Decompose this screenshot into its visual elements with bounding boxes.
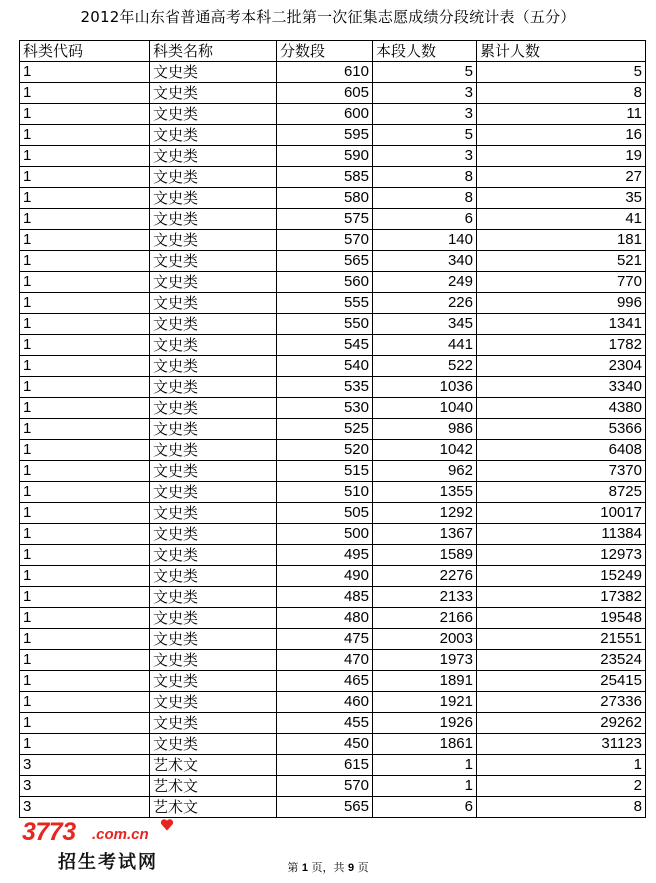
heart-icon [160,818,174,832]
cell-subject-name: 文史类 [150,566,277,587]
cell-score-band: 460 [277,692,373,713]
cell-cumulative-count: 25415 [477,671,646,692]
table-row [20,713,646,734]
cell-cumulative-count: 8 [477,83,646,104]
table-row [20,461,646,482]
table-row [20,440,646,461]
cell-score-band: 500 [277,524,373,545]
cell-subject-name: 艺术文 [150,776,277,797]
cell-score-band: 600 [277,104,373,125]
cell-cumulative-count: 5366 [477,419,646,440]
table-row [20,83,646,104]
cell-score-band: 590 [277,146,373,167]
cell-subject-name: 文史类 [150,503,277,524]
table-row [20,314,646,335]
cell-subject-name: 文史类 [150,314,277,335]
cell-cumulative-count: 17382 [477,587,646,608]
cell-subject-name: 文史类 [150,188,277,209]
table-row [20,503,646,524]
cell-cumulative-count: 2 [477,776,646,797]
cell-subject-code: 1 [20,83,150,104]
document-title: 2012年山东省普通高考本科二批第一次征集志愿成绩分段统计表（五分） [80,8,576,26]
cell-band-count: 8 [373,167,477,188]
cell-cumulative-count: 35 [477,188,646,209]
cell-subject-code: 1 [20,650,150,671]
table-row [20,692,646,713]
cell-subject-code: 1 [20,566,150,587]
table-row [20,125,646,146]
cell-band-count: 3 [373,83,477,104]
cell-band-count: 6 [373,209,477,230]
table-row [20,272,646,293]
cell-subject-code: 1 [20,293,150,314]
cell-band-count: 8 [373,188,477,209]
cell-band-count: 5 [373,125,477,146]
cell-subject-name: 文史类 [150,692,277,713]
cell-band-count: 1 [373,776,477,797]
cell-subject-name: 艺术文 [150,755,277,776]
header-subject-name: 科类名称 [150,41,277,62]
table-row [20,356,646,377]
cell-score-band: 540 [277,356,373,377]
cell-band-count: 340 [373,251,477,272]
page-footer [0,859,656,875]
cell-band-count: 522 [373,356,477,377]
cell-cumulative-count: 41 [477,209,646,230]
cell-band-count: 2166 [373,608,477,629]
cell-cumulative-count: 11384 [477,524,646,545]
footer-middle: 页，共 [308,861,348,874]
cell-cumulative-count: 29262 [477,713,646,734]
cell-cumulative-count: 27336 [477,692,646,713]
cell-cumulative-count: 6408 [477,440,646,461]
table-row [20,524,646,545]
cell-score-band: 475 [277,629,373,650]
table-row [20,671,646,692]
cell-subject-name: 文史类 [150,587,277,608]
cell-score-band: 605 [277,83,373,104]
cell-band-count: 140 [373,230,477,251]
header-subject-code: 科类代码 [20,41,150,62]
cell-subject-code: 1 [20,461,150,482]
cell-subject-code: 1 [20,230,150,251]
cell-cumulative-count: 1341 [477,314,646,335]
cell-score-band: 520 [277,440,373,461]
cell-score-band: 505 [277,503,373,524]
table-row [20,251,646,272]
cell-subject-name: 文史类 [150,83,277,104]
cell-score-band: 495 [277,545,373,566]
cell-score-band: 545 [277,335,373,356]
cell-subject-code: 1 [20,713,150,734]
table-row [20,587,646,608]
cell-band-count: 1292 [373,503,477,524]
cell-cumulative-count: 181 [477,230,646,251]
cell-cumulative-count: 3340 [477,377,646,398]
cell-score-band: 480 [277,608,373,629]
cell-score-band: 580 [277,188,373,209]
cell-score-band: 615 [277,755,373,776]
cell-subject-name: 文史类 [150,524,277,545]
logo-domain: .com.cn [92,826,149,843]
cell-cumulative-count: 770 [477,272,646,293]
cell-subject-code: 1 [20,188,150,209]
table-row [20,734,646,755]
cell-subject-code: 1 [20,440,150,461]
cell-subject-code: 1 [20,314,150,335]
cell-score-band: 535 [277,377,373,398]
table-row [20,209,646,230]
logo-tagline: 招生考试网 [58,852,158,873]
cell-score-band: 575 [277,209,373,230]
cell-cumulative-count: 1 [477,755,646,776]
table-row [20,629,646,650]
cell-score-band: 570 [277,230,373,251]
cell-cumulative-count: 23524 [477,650,646,671]
cell-band-count: 1042 [373,440,477,461]
cell-subject-name: 文史类 [150,167,277,188]
cell-band-count: 1367 [373,524,477,545]
cell-subject-code: 1 [20,524,150,545]
table-body [20,62,646,818]
cell-score-band: 530 [277,398,373,419]
cell-subject-code: 1 [20,62,150,83]
cell-score-band: 595 [277,125,373,146]
table-row [20,608,646,629]
table-header-row [20,41,646,62]
cell-cumulative-count: 16 [477,125,646,146]
cell-cumulative-count: 4380 [477,398,646,419]
cell-subject-code: 1 [20,398,150,419]
cell-band-count: 962 [373,461,477,482]
cell-subject-name: 文史类 [150,713,277,734]
cell-subject-code: 1 [20,104,150,125]
cell-score-band: 565 [277,251,373,272]
cell-subject-code: 1 [20,146,150,167]
cell-subject-code: 1 [20,272,150,293]
cell-subject-name: 文史类 [150,272,277,293]
cell-subject-code: 1 [20,125,150,146]
cell-subject-code: 1 [20,377,150,398]
cell-band-count: 5 [373,62,477,83]
cell-band-count: 249 [373,272,477,293]
cell-subject-code: 3 [20,755,150,776]
cell-subject-code: 1 [20,356,150,377]
cell-cumulative-count: 8 [477,797,646,818]
cell-cumulative-count: 15249 [477,566,646,587]
cell-subject-name: 文史类 [150,482,277,503]
cell-score-band: 550 [277,314,373,335]
table-row [20,146,646,167]
logo-number: 3773 [22,818,76,846]
table-row [20,230,646,251]
cell-subject-name: 文史类 [150,104,277,125]
footer-total-pages: 9 [348,862,355,874]
score-distribution-table [19,40,646,818]
cell-subject-name: 艺术文 [150,797,277,818]
cell-band-count: 1973 [373,650,477,671]
cell-band-count: 3 [373,104,477,125]
cell-band-count: 986 [373,419,477,440]
table-row [20,398,646,419]
table-row [20,377,646,398]
cell-subject-name: 文史类 [150,461,277,482]
cell-score-band: 470 [277,650,373,671]
cell-band-count: 1921 [373,692,477,713]
cell-cumulative-count: 11 [477,104,646,125]
table-row [20,335,646,356]
cell-subject-code: 1 [20,503,150,524]
table-row [20,482,646,503]
cell-subject-code: 1 [20,629,150,650]
cell-subject-name: 文史类 [150,650,277,671]
table-row [20,566,646,587]
cell-band-count: 441 [373,335,477,356]
cell-subject-code: 1 [20,335,150,356]
cell-subject-name: 文史类 [150,209,277,230]
cell-subject-code: 1 [20,608,150,629]
cell-subject-name: 文史类 [150,629,277,650]
cell-score-band: 490 [277,566,373,587]
cell-subject-name: 文史类 [150,398,277,419]
cell-cumulative-count: 27 [477,167,646,188]
cell-score-band: 570 [277,776,373,797]
cell-subject-name: 文史类 [150,335,277,356]
cell-band-count: 1861 [373,734,477,755]
cell-band-count: 1926 [373,713,477,734]
table-row [20,650,646,671]
cell-cumulative-count: 521 [477,251,646,272]
cell-band-count: 1 [373,755,477,776]
table-row [20,62,646,83]
cell-score-band: 465 [277,671,373,692]
cell-subject-code: 1 [20,251,150,272]
cell-cumulative-count: 12973 [477,545,646,566]
table-row [20,104,646,125]
footer-current-page: 1 [301,862,308,874]
footer-suffix: 页 [354,861,369,874]
table-row [20,545,646,566]
cell-cumulative-count: 19 [477,146,646,167]
cell-cumulative-count: 5 [477,62,646,83]
cell-subject-name: 文史类 [150,62,277,83]
table-row [20,797,646,818]
cell-band-count: 1036 [373,377,477,398]
cell-subject-name: 文史类 [150,293,277,314]
cell-cumulative-count: 31123 [477,734,646,755]
cell-score-band: 515 [277,461,373,482]
cell-subject-name: 文史类 [150,440,277,461]
cell-subject-code: 1 [20,671,150,692]
cell-band-count: 1040 [373,398,477,419]
cell-band-count: 226 [373,293,477,314]
cell-cumulative-count: 21551 [477,629,646,650]
cell-score-band: 610 [277,62,373,83]
cell-band-count: 3 [373,146,477,167]
table-row [20,776,646,797]
cell-subject-name: 文史类 [150,125,277,146]
header-score-band: 分数段 [277,41,373,62]
cell-cumulative-count: 10017 [477,503,646,524]
cell-subject-code: 3 [20,797,150,818]
cell-score-band: 585 [277,167,373,188]
cell-score-band: 455 [277,713,373,734]
cell-band-count: 2133 [373,587,477,608]
cell-subject-name: 文史类 [150,671,277,692]
cell-score-band: 510 [277,482,373,503]
cell-score-band: 560 [277,272,373,293]
cell-subject-code: 1 [20,734,150,755]
cell-cumulative-count: 1782 [477,335,646,356]
cell-score-band: 485 [277,587,373,608]
cell-subject-name: 文史类 [150,251,277,272]
cell-band-count: 6 [373,797,477,818]
cell-band-count: 345 [373,314,477,335]
cell-band-count: 1891 [373,671,477,692]
cell-score-band: 450 [277,734,373,755]
cell-subject-name: 文史类 [150,356,277,377]
cell-band-count: 2003 [373,629,477,650]
cell-subject-name: 文史类 [150,377,277,398]
table-row [20,188,646,209]
table-row [20,419,646,440]
cell-band-count: 2276 [373,566,477,587]
cell-subject-name: 文史类 [150,608,277,629]
table-row [20,167,646,188]
cell-subject-code: 1 [20,167,150,188]
cell-subject-code: 1 [20,545,150,566]
cell-subject-code: 1 [20,587,150,608]
cell-subject-name: 文史类 [150,545,277,566]
cell-subject-name: 文史类 [150,419,277,440]
table-row [20,755,646,776]
cell-score-band: 565 [277,797,373,818]
cell-subject-code: 1 [20,692,150,713]
cell-cumulative-count: 2304 [477,356,646,377]
cell-cumulative-count: 996 [477,293,646,314]
cell-subject-name: 文史类 [150,230,277,251]
cell-cumulative-count: 19548 [477,608,646,629]
cell-subject-code: 1 [20,209,150,230]
cell-score-band: 555 [277,293,373,314]
cell-band-count: 1355 [373,482,477,503]
cell-subject-name: 文史类 [150,734,277,755]
footer-prefix: 第 [287,861,302,874]
cell-subject-name: 文史类 [150,146,277,167]
cell-subject-code: 1 [20,419,150,440]
cell-subject-code: 1 [20,482,150,503]
header-cumulative-count: 累计人数 [477,41,646,62]
header-band-count: 本段人数 [373,41,477,62]
cell-band-count: 1589 [373,545,477,566]
cell-cumulative-count: 7370 [477,461,646,482]
table-row [20,293,646,314]
cell-subject-code: 3 [20,776,150,797]
cell-cumulative-count: 8725 [477,482,646,503]
cell-score-band: 525 [277,419,373,440]
